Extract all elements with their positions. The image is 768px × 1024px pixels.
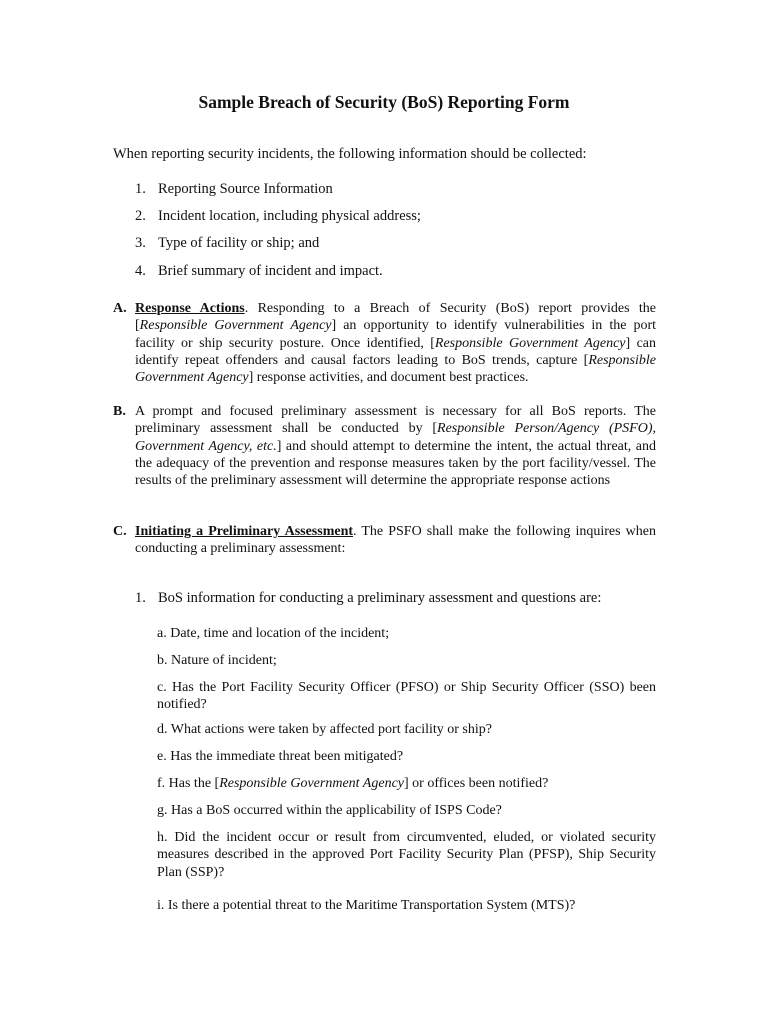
section-letter: B. bbox=[113, 404, 126, 419]
list-item-number: 3. bbox=[135, 235, 146, 251]
list-item-number: 4. bbox=[135, 263, 146, 279]
section-b-body: A prompt and focused preliminary assessment is necessary for all BoS reports. The preliminary assessment shall be conducted by [Responsible Person/Agency (PSFO), Government Agency, etc.] and should attempt to determine the intent, the actual threat, and the adequacy of the prevention and response measures taken by the port facility/vessel. The results of the preliminary assessment will determine the appropriate response actions bbox=[135, 404, 657, 489]
section-b bbox=[113, 403, 656, 489]
section-a-body: Response Actions. Responding to a Breach of Security (BoS) report provides the [Responsible Government Agency] an opportunity to identify vulnerabilities in the port facility or ship security posture. Once identified, [Responsible Government Agency] can identify repeat offenders and causal factors leading to BoS trends, capture [Responsible Government Agency] response activities, and document best practices. bbox=[135, 301, 657, 386]
intro-paragraph: When reporting security incidents, the following information should be collected: bbox=[113, 146, 587, 162]
question-i: i. Is there a potential threat to the Maritime Transportation System (MTS)? bbox=[157, 898, 576, 913]
list-item bbox=[135, 181, 333, 198]
list-item-text: Brief summary of incident and impact. bbox=[158, 263, 383, 279]
section-letter: A. bbox=[113, 301, 127, 316]
section-heading: Initiating a Preliminary Assessment bbox=[135, 524, 354, 539]
question-h: h. Did the incident occur or result from circumvented, eluded, or violated security measures described in the approved Port Facility Security Plan (PFSP), Ship Security Plan (SSP)? bbox=[157, 830, 656, 880]
list-item bbox=[135, 263, 383, 280]
question-c: c. Has the Port Facility Security Officer (PFSO) or Ship Security Officer (SSO) been notified? bbox=[157, 680, 656, 713]
section-heading: Response Actions bbox=[135, 301, 245, 316]
question-a: a. Date, time and location of the incident; bbox=[157, 626, 390, 641]
question-e: e. Has the immediate threat been mitigated? bbox=[157, 749, 404, 764]
list-item bbox=[135, 235, 319, 252]
document-title: Sample Breach of Security (BoS) Reporting Form bbox=[198, 92, 570, 112]
question-d: d. What actions were taken by affected port facility or ship? bbox=[157, 722, 492, 737]
section-letter: C. bbox=[113, 524, 127, 539]
section-c-list-item bbox=[135, 590, 601, 607]
list-item-text: Type of facility or ship; and bbox=[158, 235, 320, 251]
list-item-text: Incident location, including physical address; bbox=[158, 208, 421, 224]
section-c bbox=[113, 523, 656, 558]
question-f: f. Has the [Responsible Government Agency] or offices been notified? bbox=[157, 776, 549, 791]
list-item-text: Reporting Source Information bbox=[158, 181, 333, 197]
list-item-number: 1. bbox=[135, 590, 146, 606]
list-item-text: BoS information for conducting a preliminary assessment and questions are: bbox=[158, 590, 602, 606]
question-g: g. Has a BoS occurred within the applicability of ISPS Code? bbox=[157, 803, 502, 818]
question-b: b. Nature of incident; bbox=[157, 653, 277, 668]
section-a bbox=[113, 300, 656, 386]
section-c-body: Initiating a Preliminary Assessment. The PSFO shall make the following inquires when conducting a preliminary assessment: bbox=[135, 524, 656, 557]
list-item-number: 2. bbox=[135, 208, 146, 224]
list-item-number: 1. bbox=[135, 181, 146, 197]
list-item bbox=[135, 208, 421, 225]
